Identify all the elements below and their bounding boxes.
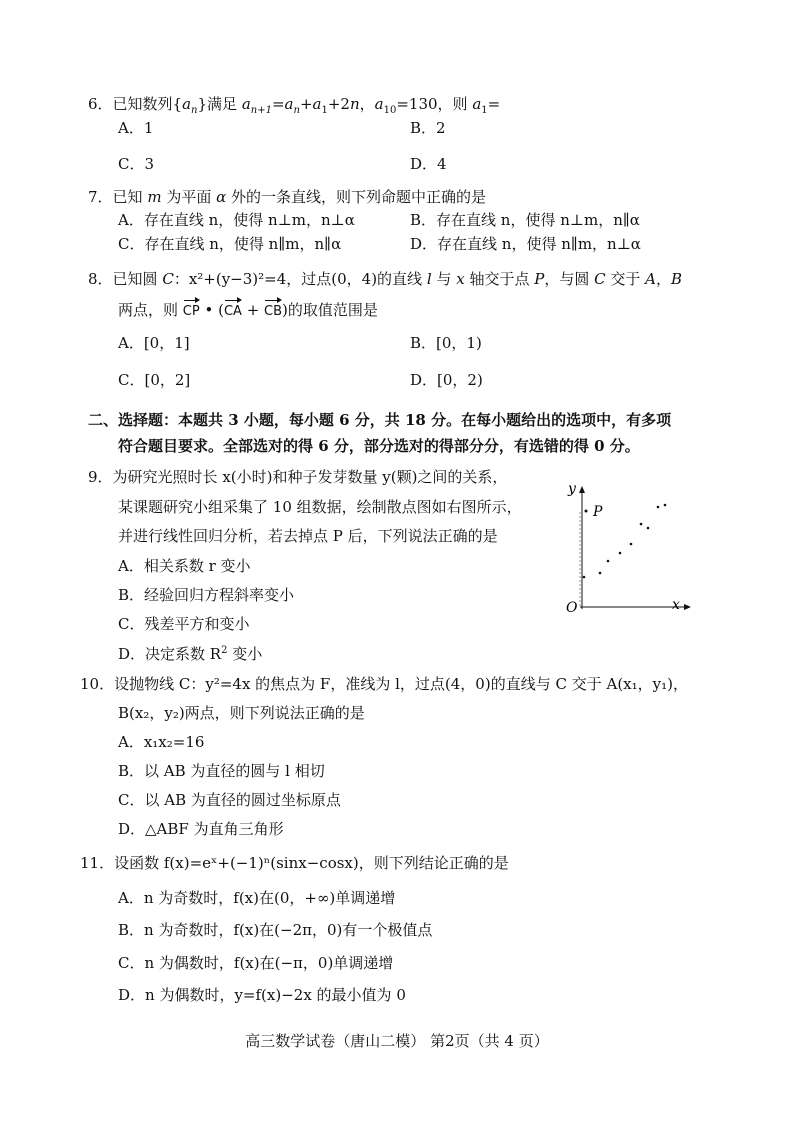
- q8-option-a: A．[0，1]: [118, 334, 190, 352]
- q7-option-c: C．存在直线 n，使得 n∥m，n∥α: [118, 235, 342, 253]
- section2-heading-line2: 符合题目要求。全部选对的得 6 分，部分选对的得部分分，有选错的得 0 分。: [118, 437, 640, 455]
- vector-cp: CP: [183, 299, 200, 322]
- q10-stem-line1: 10．设抛物线 C：y²=4x 的焦点为 F，准线为 l，过点(4，0)的直线与 C 交于 A(x₁，y₁)，: [80, 675, 688, 693]
- data-point: [607, 560, 610, 563]
- q10-stem-line2: B(x₂，y₂)两点，则下列说法正确的是: [118, 704, 365, 722]
- q8-option-b: B．[0，1): [410, 334, 482, 352]
- q11-option-d: D．n 为偶数时，y=f(x)−2x 的最小值为 0: [118, 986, 406, 1004]
- q6-stem: 6．已知数列$\{a_n\}$满足 $a_{n+1}=a_n+a_1+2n$，$a_{10}=130$，则 $a_1=$: [88, 95, 501, 116]
- q8-stem-line2: 两点，则 CP • (CA + CB)的取值范围是: [118, 299, 378, 322]
- q7-option-a: A．存在直线 n，使得 n⊥m，n⊥α: [118, 211, 355, 229]
- q9-stem-line3: 并进行线性回归分析，若去掉点 P 后，下列说法正确的是: [118, 527, 498, 545]
- q9-option-c: C．残差平方和变小: [118, 615, 250, 633]
- q10-option-d: D．△ABF 为直角三角形: [118, 820, 284, 838]
- q7-option-b: B．存在直线 n，使得 n⊥m，n∥α: [410, 211, 640, 229]
- q6-option-b: B．2: [410, 119, 446, 137]
- data-point: [657, 506, 660, 509]
- vector-ca: CA: [224, 299, 242, 322]
- q11-stem: 11．设函数 f(x)=eˣ+(−1)ⁿ(sinx−cosx)，则下列结论正确的是: [80, 854, 509, 872]
- q6-option-d: D．4: [410, 155, 447, 173]
- vector-cb: CB: [264, 299, 282, 322]
- q9-option-b: B．经验回归方程斜率变小: [118, 586, 295, 604]
- data-point: [630, 543, 633, 546]
- page-footer: 高三数学试卷（唐山二模） 第2页（共 4 页）: [245, 1032, 549, 1050]
- q11-option-b: B．n 为奇数时，f(x)在(−2π，0)有一个极值点: [118, 921, 433, 939]
- q6-option-c: C．3: [118, 155, 155, 173]
- y-axis-arrow: [579, 486, 585, 493]
- origin-label: O: [566, 600, 578, 616]
- data-point: [619, 552, 622, 555]
- q6-option-a: A．1: [118, 119, 154, 137]
- y-axis-label: y: [568, 481, 576, 497]
- data-point: [664, 504, 667, 507]
- q10-option-c: C．以 AB 为直径的圆过坐标原点: [118, 791, 341, 809]
- data-point: [640, 523, 643, 526]
- section2-heading-line1: 二、选择题：本题共 3 小题，每小题 6 分，共 18 分。在每小题给出的选项中，有多项: [88, 411, 672, 429]
- q6-number: 6．: [88, 95, 113, 113]
- q9-stem-line1: 9．为研究光照时长 x(小时)和种子发芽数量 y(颗)之间的关系，: [88, 468, 508, 486]
- q7-stem: 7．已知 m 为平面 α 外的一条直线，则下列命题中正确的是: [88, 188, 487, 206]
- q11-option-a: A．n 为奇数时，f(x)在(0，+∞)单调递增: [118, 889, 396, 907]
- q10-option-a: A．x₁x₂=16: [118, 733, 205, 751]
- x-axis-arrow: [684, 604, 691, 610]
- q8-option-d: D．[0，2): [410, 371, 483, 389]
- q8-stem-line1: 8．已知圆 C：x²+(y−3)²=4，过点(0，4)的直线 l 与 x 轴交于点 P，与圆 C 交于 A，B: [88, 270, 683, 288]
- scatter-plot: [560, 476, 700, 621]
- q7-option-d: D．存在直线 n，使得 n∥m，n⊥α: [410, 235, 641, 253]
- data-point: [599, 572, 602, 575]
- q9-stem-line2: 某课题研究小组采集了 10 组数据，绘制散点图如右图所示，: [118, 498, 522, 516]
- data-point: [647, 527, 650, 530]
- point-p: [585, 510, 588, 513]
- q8-option-c: C．[0，2]: [118, 371, 191, 389]
- q11-option-c: C．n 为偶数时，f(x)在(−π，0)单调递增: [118, 954, 394, 972]
- x-axis-label: x: [672, 597, 680, 613]
- data-point: [583, 576, 586, 579]
- q9-option-a: A．相关系数 r 变小: [118, 557, 251, 575]
- point-p-label: P: [593, 504, 603, 520]
- q10-option-b: B．以 AB 为直径的圆与 l 相切: [118, 762, 325, 780]
- q9-option-d: D．决定系数 $R^2$ 变小: [118, 645, 263, 663]
